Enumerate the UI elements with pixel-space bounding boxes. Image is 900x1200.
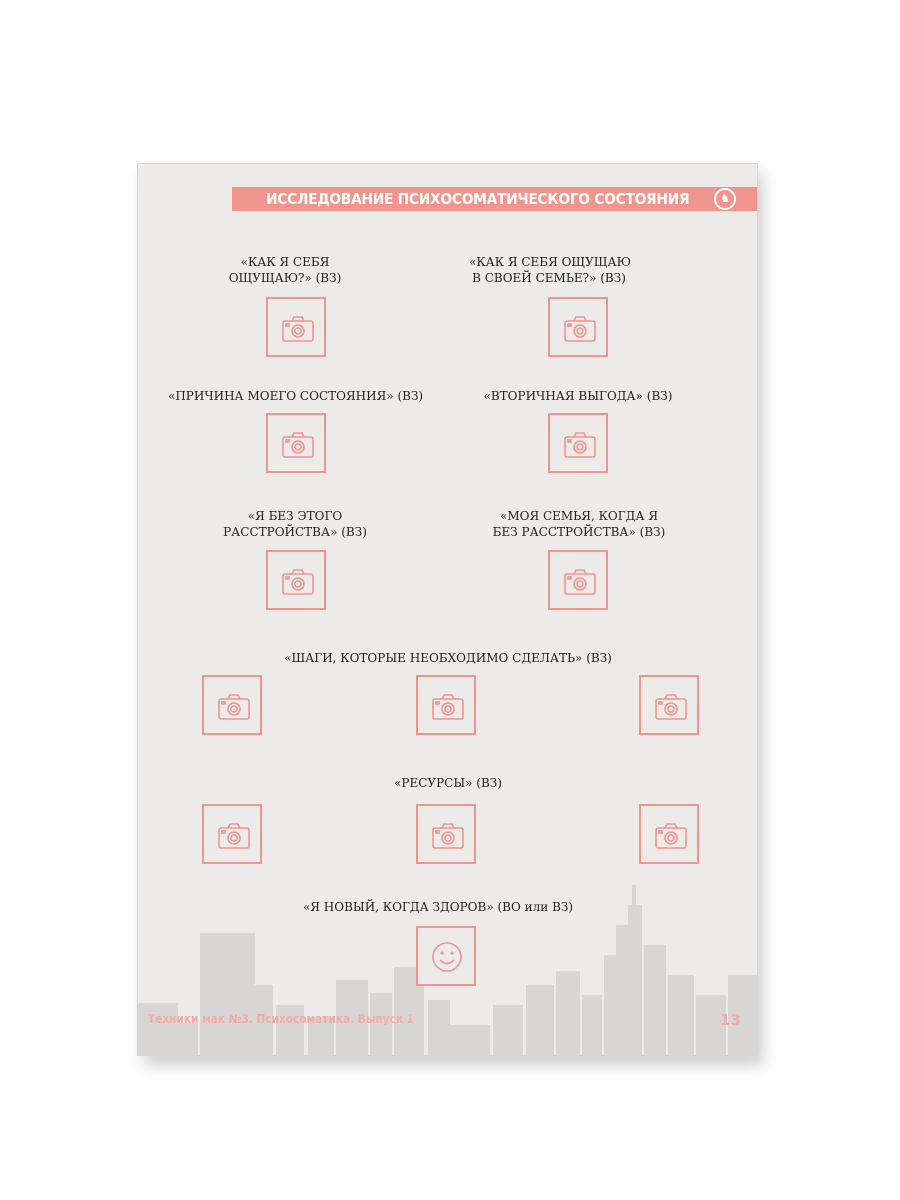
photo-placeholder[interactable] xyxy=(416,804,476,864)
camera-icon xyxy=(282,432,314,458)
photo-placeholder[interactable] xyxy=(202,804,262,864)
camera-icon xyxy=(218,694,250,720)
camera-icon xyxy=(282,569,314,595)
camera-icon xyxy=(655,823,687,849)
prompt-label-secondary-gain: «ВТОРИЧНАЯ ВЫГОДА» (ВЗ) xyxy=(483,389,673,403)
document-page xyxy=(137,163,758,1056)
section-title: ИССЛЕДОВАНИЕ ПСИХОСОМАТИЧЕСКОГО СОСТОЯНИЯ xyxy=(266,190,690,208)
footer-publication-title: Техники мак №3. Психосоматика. Выпуск 1 xyxy=(148,1012,415,1026)
photo-placeholder[interactable] xyxy=(266,550,326,610)
page-number: 13 xyxy=(720,1011,741,1029)
photo-placeholder[interactable] xyxy=(548,413,608,473)
camera-icon xyxy=(564,432,596,458)
camera-icon xyxy=(282,316,314,342)
photo-placeholder[interactable] xyxy=(548,550,608,610)
prompt-label-family-feeling: «КАК Я СЕБЯ ОЩУЩАЮ В СВОЕЙ СЕМЬЕ?» (ВЗ) xyxy=(469,255,631,285)
prompt-label-new-self-healthy: «Я НОВЫЙ, КОГДА ЗДОРОВ» (ВО или ВЗ) xyxy=(302,900,574,914)
photo-placeholder[interactable] xyxy=(639,804,699,864)
prompt-label-without-disorder: «Я БЕЗ ЭТОГО РАССТРОЙСТВА» (ВЗ) xyxy=(223,509,367,539)
camera-icon xyxy=(218,823,250,849)
prompt-label-how-i-feel: «КАК Я СЕБЯ ОЩУЩАЮ?» (ВЗ) xyxy=(228,255,342,285)
prompt-label-family-without-disorder: «МОЯ СЕМЬЯ, КОГДА Я БЕЗ РАССТРОЙСТВА» (ВЗ) xyxy=(492,509,666,539)
prompt-label-cause: «ПРИЧИНА МОЕГО СОСТОЯНИЯ» (ВЗ) xyxy=(168,389,424,403)
cartoon-logo-icon: ♞ xyxy=(714,188,736,210)
photo-placeholder[interactable] xyxy=(202,675,262,735)
photo-placeholder[interactable] xyxy=(416,675,476,735)
photo-placeholder[interactable] xyxy=(548,297,608,357)
camera-icon xyxy=(564,569,596,595)
prompt-label-resources: «РЕСУРСЫ» (ВЗ) xyxy=(394,776,502,790)
prompt-label-steps: «ШАГИ, КОТОРЫЕ НЕОБХОДИМО СДЕЛАТЬ» (ВЗ) xyxy=(284,651,612,665)
smiley-icon xyxy=(431,941,463,973)
photo-placeholder[interactable] xyxy=(266,297,326,357)
photo-placeholder[interactable] xyxy=(266,413,326,473)
camera-icon xyxy=(564,316,596,342)
camera-icon xyxy=(655,694,687,720)
camera-icon xyxy=(432,694,464,720)
photo-placeholder[interactable] xyxy=(416,926,476,986)
camera-icon xyxy=(432,823,464,849)
section-header-bar xyxy=(232,187,757,211)
photo-placeholder[interactable] xyxy=(639,675,699,735)
